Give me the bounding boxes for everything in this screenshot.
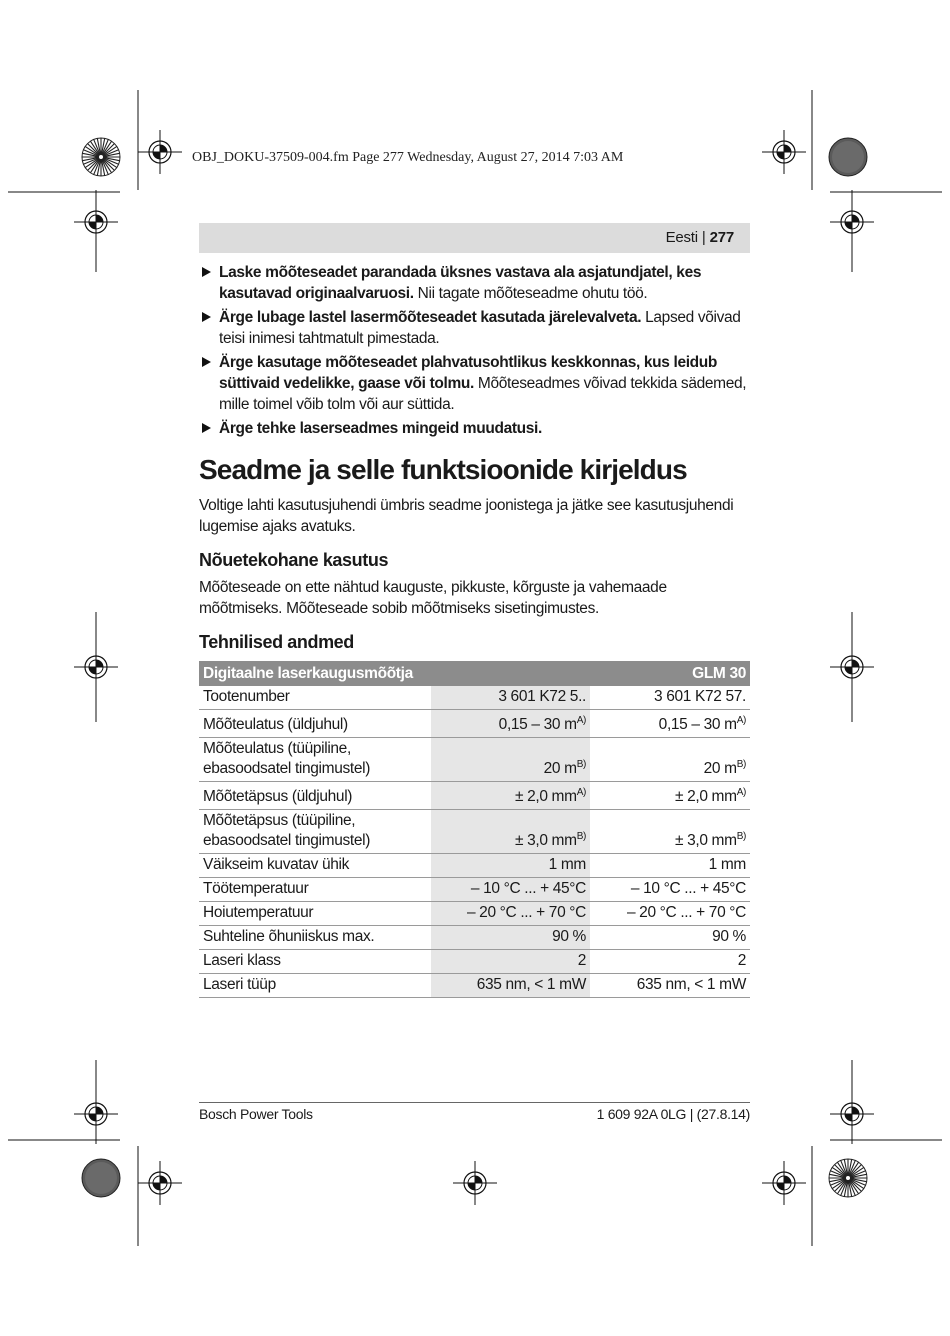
- row-value-1-text: 2: [577, 952, 586, 970]
- safety-bullet: [199, 262, 750, 304]
- row-value-1-text: ± 3,0 mm: [514, 832, 577, 850]
- footnote-ref: B): [576, 759, 586, 770]
- row-value-1: [431, 950, 590, 974]
- row-value-1-text: – 20 °C ... + 70 °C: [466, 904, 586, 922]
- tech-data-title: Tehnilised andmed: [199, 632, 354, 652]
- page-content: [199, 262, 750, 998]
- bullet-bold: Ärge tehke laserseadmes mingeid muudatusi.: [219, 420, 542, 437]
- row-value-1: [431, 782, 590, 810]
- row-label: [199, 974, 431, 998]
- row-value-2: [590, 878, 750, 902]
- row-value-1: [431, 686, 590, 710]
- row-value-1-text: – 10 °C ... + 45°C: [470, 880, 586, 898]
- safety-bullet: [199, 352, 750, 415]
- row-label-text: Suhteline õhuniiskus max.: [203, 928, 375, 946]
- header-language: Eesti: [665, 229, 698, 246]
- bullet-bold: Ärge lubage lastel lasermõõteseadet kasutada järelevalveta.: [219, 309, 642, 326]
- row-label: [199, 810, 431, 854]
- table-row: [199, 738, 750, 782]
- row-label: [199, 738, 431, 782]
- row-value-2: [590, 974, 750, 998]
- footnote-ref: A): [576, 787, 586, 799]
- row-label: [199, 950, 431, 974]
- row-value-1-text: 1 mm: [548, 856, 586, 874]
- page-footer: [199, 1102, 750, 1122]
- footnote-ref: B): [736, 831, 746, 843]
- bullet-bold: Ärge kasutage mõõteseadet plahvatusohtlikus keskkonnas, kus leidub süttivaid vedelikke, gaase või tolmu.: [219, 354, 718, 392]
- footnote-ref: A): [736, 787, 746, 799]
- row-value-2: [590, 950, 750, 974]
- row-label: [199, 878, 431, 902]
- row-label: [199, 782, 431, 810]
- footnote-ref: B): [736, 759, 746, 770]
- tech-data-table: [199, 661, 750, 998]
- row-value-2: [590, 926, 750, 950]
- row-label-text: Mõõtetäpsus (tüüpiline, ebasoodsatel tingimustel): [203, 812, 371, 850]
- section-intro: Voltige lahti kasutusjuhendi ümbris seadme joonistega ja jätke see kasutusjuhendi lugemise ajaks avatuks.: [199, 497, 734, 535]
- row-label-text: Laseri klass: [203, 952, 281, 970]
- row-value-2-text: – 20 °C ... + 70 °C: [626, 904, 746, 922]
- row-value-2-text: 90 %: [712, 928, 746, 946]
- row-value-1: [431, 926, 590, 950]
- row-value-2-text: ± 2,0 mm: [674, 788, 737, 806]
- row-value-2-text: 635 nm, < 1 mW: [636, 976, 746, 994]
- row-value-1: [431, 878, 590, 902]
- table-header-model: GLM 30: [590, 661, 750, 686]
- table-row: [199, 902, 750, 926]
- row-value-1-text: ± 2,0 mm: [514, 788, 577, 806]
- table-row: [199, 926, 750, 950]
- table-header-row: [199, 661, 750, 686]
- row-value-1-text: 0,15 – 30 m: [498, 716, 577, 734]
- row-value-1: [431, 974, 590, 998]
- table-row: [199, 710, 750, 738]
- bullet-arrow-icon: [202, 267, 211, 277]
- row-label: [199, 902, 431, 926]
- table-row: [199, 854, 750, 878]
- row-label-text: Mõõtetäpsus (üldjuhul): [203, 788, 353, 806]
- row-value-2: [590, 686, 750, 710]
- row-value-2-text: 3 601 K72 57.: [654, 688, 746, 705]
- row-label: [199, 710, 431, 738]
- footnote-ref: A): [576, 715, 586, 726]
- row-value-2-text: – 10 °C ... + 45°C: [630, 880, 746, 898]
- safety-bullet: [199, 418, 750, 439]
- row-label-text: Tootenumber: [203, 688, 290, 705]
- table-row: [199, 810, 750, 854]
- row-label-text: Mõõteulatus (üldjuhul): [203, 716, 348, 734]
- row-value-2-text: 0,15 – 30 m: [658, 716, 737, 734]
- bullet-arrow-icon: [202, 312, 211, 322]
- intended-use-title: Nõuetekohane kasutus: [199, 550, 389, 570]
- row-value-1-text: 90 %: [552, 928, 586, 946]
- row-value-2: [590, 810, 750, 854]
- header-label: [666, 229, 734, 246]
- footnote-ref: A): [736, 715, 746, 726]
- row-value-2-text: ± 3,0 mm: [674, 832, 737, 850]
- footer-brand: Bosch Power Tools: [199, 1106, 313, 1122]
- row-value-2: [590, 782, 750, 810]
- table-header-label: Digitaalne laserkaugusmõõtja: [199, 661, 590, 686]
- row-value-1: [431, 854, 590, 878]
- section-title: Seadme ja selle funktsioonide kirjeldus: [199, 454, 687, 485]
- row-value-1-text: 3 601 K72 5..: [498, 688, 586, 705]
- intended-use-text: Mõõteseade on ette nähtud kauguste, pikkuste, kõrguste ja vahemaade mõõtmiseks. Mõõteseade sobib mõõtmiseks sisetingimustes.: [199, 579, 667, 617]
- row-value-1-text: 635 nm, < 1 mW: [476, 976, 586, 994]
- header-separator: |: [701, 229, 706, 246]
- bullet-text: Nii tagate mõõteseadme ohutu töö.: [413, 285, 648, 302]
- row-value-1-text: 20 m: [543, 760, 577, 778]
- row-value-1: [431, 710, 590, 738]
- row-label-text: Töötemperatuur: [203, 880, 309, 898]
- row-value-2-text: 2: [737, 952, 746, 970]
- bullet-text: Mõõteseadmes võivad tekkida sädemed, mille toimel võib tolm või aur süttida.: [219, 375, 747, 413]
- table-row: [199, 782, 750, 810]
- bullet-text: Lapsed võivad teisi inimesi tahtmatult pimestada.: [219, 309, 741, 347]
- table-body: [199, 686, 750, 998]
- row-label-text: Hoiutemperatuur: [203, 904, 314, 922]
- row-label: [199, 854, 431, 878]
- row-value-2: [590, 710, 750, 738]
- row-value-2-text: 20 m: [703, 760, 737, 778]
- table-row: [199, 950, 750, 974]
- row-label-text: Mõõteulatus (tüüpiline, ebasoodsatel tingimustel): [203, 740, 371, 778]
- footer-doc-number: 1 609 92A 0LG | (27.8.14): [596, 1106, 750, 1122]
- bullet-bold: Laske mõõteseadet parandada üksnes vastava ala asjatundjatel, kes kasutavad originaalvaruosi.: [219, 264, 702, 302]
- row-label-text: Väikseim kuvatav ühik: [203, 856, 349, 874]
- row-value-1: [431, 810, 590, 854]
- row-label: [199, 926, 431, 950]
- row-value-1: [431, 738, 590, 782]
- row-label: [199, 686, 431, 710]
- bullet-arrow-icon: [202, 423, 211, 433]
- table-row: [199, 878, 750, 902]
- row-value-1: [431, 902, 590, 926]
- bullet-arrow-icon: [202, 357, 211, 367]
- page-number: 277: [709, 229, 734, 246]
- row-value-2: [590, 854, 750, 878]
- row-value-2-text: 1 mm: [708, 856, 746, 874]
- row-value-2: [590, 738, 750, 782]
- row-label-text: Laseri tüüp: [203, 976, 276, 994]
- table-row: [199, 686, 750, 710]
- row-value-2: [590, 902, 750, 926]
- page-header: [199, 223, 750, 253]
- table-row: [199, 974, 750, 998]
- file-slug: OBJ_DOKU-37509-004.fm Page 277 Wednesday, August 27, 2014 7:03 AM: [192, 150, 624, 165]
- safety-bullet: [199, 307, 750, 349]
- footnote-ref: B): [576, 831, 586, 843]
